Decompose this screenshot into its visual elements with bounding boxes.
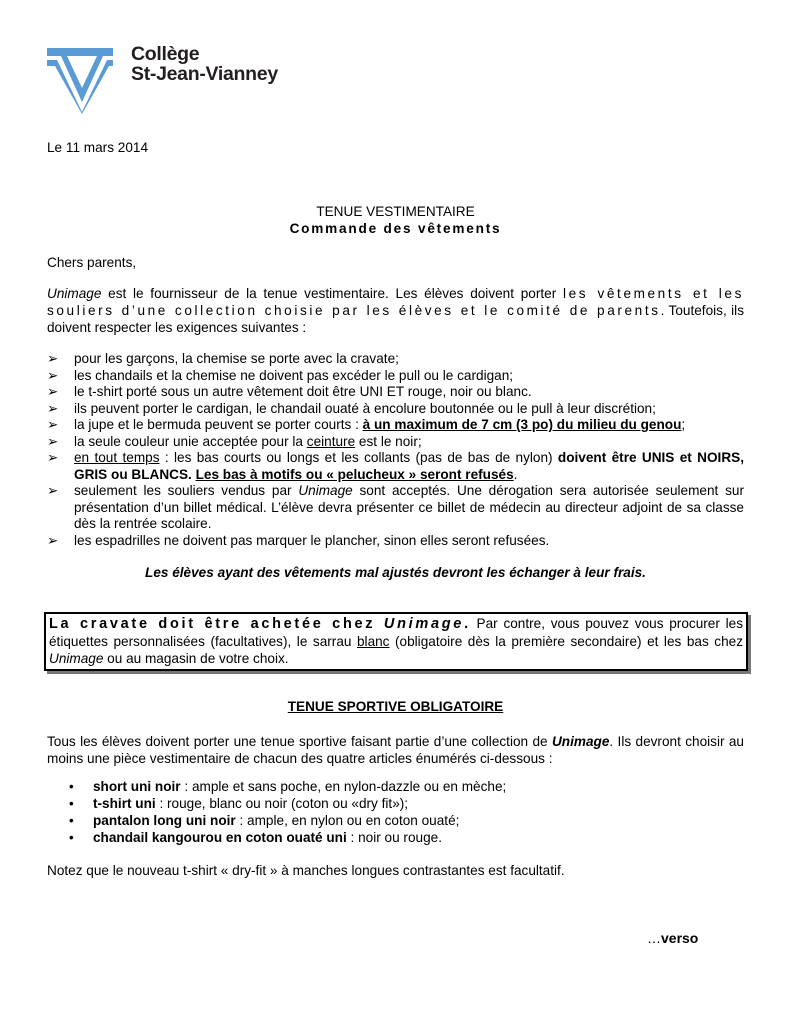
warning-note: Les élèves ayant des vêtements mal ajustés devront les échanger à leur frais.	[145, 565, 646, 580]
list-item: ➢ la jupe et le bermuda peuvent se porter courts : à un maximum de 7 cm (3 po) du milieu du genou;	[47, 417, 686, 432]
logo-line-1: Collège	[131, 43, 200, 65]
intro-text-3: . Toutefois, ils doivent respecter les exigences suivantes :	[47, 303, 744, 335]
list-item: • short uni noir : ample et sans poche, en nylon-dazzle ou en mèche;	[69, 779, 507, 794]
list-item: ➢ les chandails et la chemise ne doivent pas excéder le pull ou le cardigan;	[47, 367, 514, 383]
list-item: • chandail kangourou en coton ouaté uni : noir ou rouge.	[69, 830, 442, 845]
arrow-bullet-icon: ➢	[47, 417, 59, 432]
document-title: TENUE VESTIMENTAIRE	[316, 204, 475, 219]
bullet-icon: •	[69, 830, 74, 845]
document-subtitle: Commande des vêtements	[289, 221, 502, 236]
arrow-bullet-icon: ➢	[47, 433, 59, 449]
list-item: ➢ la seule couleur unie acceptée pour la ceinture est le noir;	[47, 433, 422, 449]
rules-list	[47, 351, 744, 549]
logo-line-2: St-Jean-Vianney	[131, 63, 278, 85]
arrow-bullet-icon: ➢	[47, 483, 59, 498]
dryfit-note: Notez que le nouveau t-shirt « dry-fit » à manches longues contrastantes est facultatif.	[47, 863, 565, 878]
college-logo	[47, 44, 297, 114]
list-item: ➢ pour les garçons, la chemise se porte avec la cravate;	[47, 351, 399, 366]
sport-section-title: TENUE SPORTIVE OBLIGATOIRE	[287, 699, 504, 714]
list-item: ➢ seulement les souliers vendus par Unimage sont acceptés. Une dérogation sera autorisée seulement sur présentation d’un billet médical. L’élève devra présenter ce billet de médecin au directeur adjoint de sa classe dès la rentrée scolaire.	[47, 483, 744, 531]
intro-paragraph	[47, 285, 744, 336]
list-item: • t-shirt uni : rouge, blanc ou noir (coton ou «dry fit»);	[69, 796, 409, 811]
intro-text-1: est le fournisseur de la tenue vestimentaire. Les élèves doivent porter	[101, 286, 563, 301]
bullet-icon: •	[69, 796, 74, 811]
arrow-bullet-icon: ➢	[47, 367, 59, 383]
sport-paragraph: Tous les élèves doivent porter une tenue sportive faisant partie d’une collection de Unimage. Ils devront choisir au moins une pièce vestimentaire de chacun des quatre articles énumérés ci-dessous :	[47, 734, 744, 766]
list-item: ➢ le t-shirt porté sous un autre vêtement doit être UNI ET rouge, noir ou blanc.	[47, 384, 532, 399]
sport-items-list	[47, 778, 744, 846]
tie-notice-box: La cravate doit être achetée chez Unimage. Par contre, vous pouvez vous procurer les étiquettes personnalisées (facultatives), le sarrau blanc (obligatoire dès la première secondaire) et les bas chez Unimage ou au magasin de votre choix.	[44, 612, 748, 671]
list-item: ➢ en tout temps : les bas courts ou longs et les collants (pas de bas de nylon) doivent être UNIS et NOIRS, GRIS ou BLANCS. Les bas à motifs ou « pelucheux » seront refusés.	[47, 450, 744, 482]
list-item: ➢ les espadrilles ne doivent pas marquer le plancher, sinon elles seront refusées.	[47, 532, 550, 548]
arrow-bullet-icon: ➢	[47, 384, 59, 399]
greeting: Chers parents,	[47, 255, 137, 270]
verso-indicator: …verso	[647, 930, 699, 946]
letter-date: Le 11 mars 2014	[47, 140, 149, 155]
list-item: ➢ ils peuvent porter le cardigan, le chandail ouaté à encolure boutonnée ou le pull à leur discrétion;	[47, 400, 656, 416]
list-item: • pantalon long uni noir : ample, en nylon ou en coton ouaté;	[69, 813, 460, 828]
arrow-bullet-icon: ➢	[47, 532, 59, 548]
arrow-bullet-icon: ➢	[47, 450, 59, 465]
college-emblem-icon	[47, 44, 117, 114]
bullet-icon: •	[69, 779, 74, 794]
intro-text-2: les vêtements et les souliers d’une collection choisie par les élèves et le comité de parents	[47, 286, 744, 318]
brand-name: Unimage	[47, 286, 102, 301]
arrow-bullet-icon: ➢	[47, 400, 59, 416]
arrow-bullet-icon: ➢	[47, 351, 59, 366]
bullet-icon: •	[69, 813, 74, 828]
